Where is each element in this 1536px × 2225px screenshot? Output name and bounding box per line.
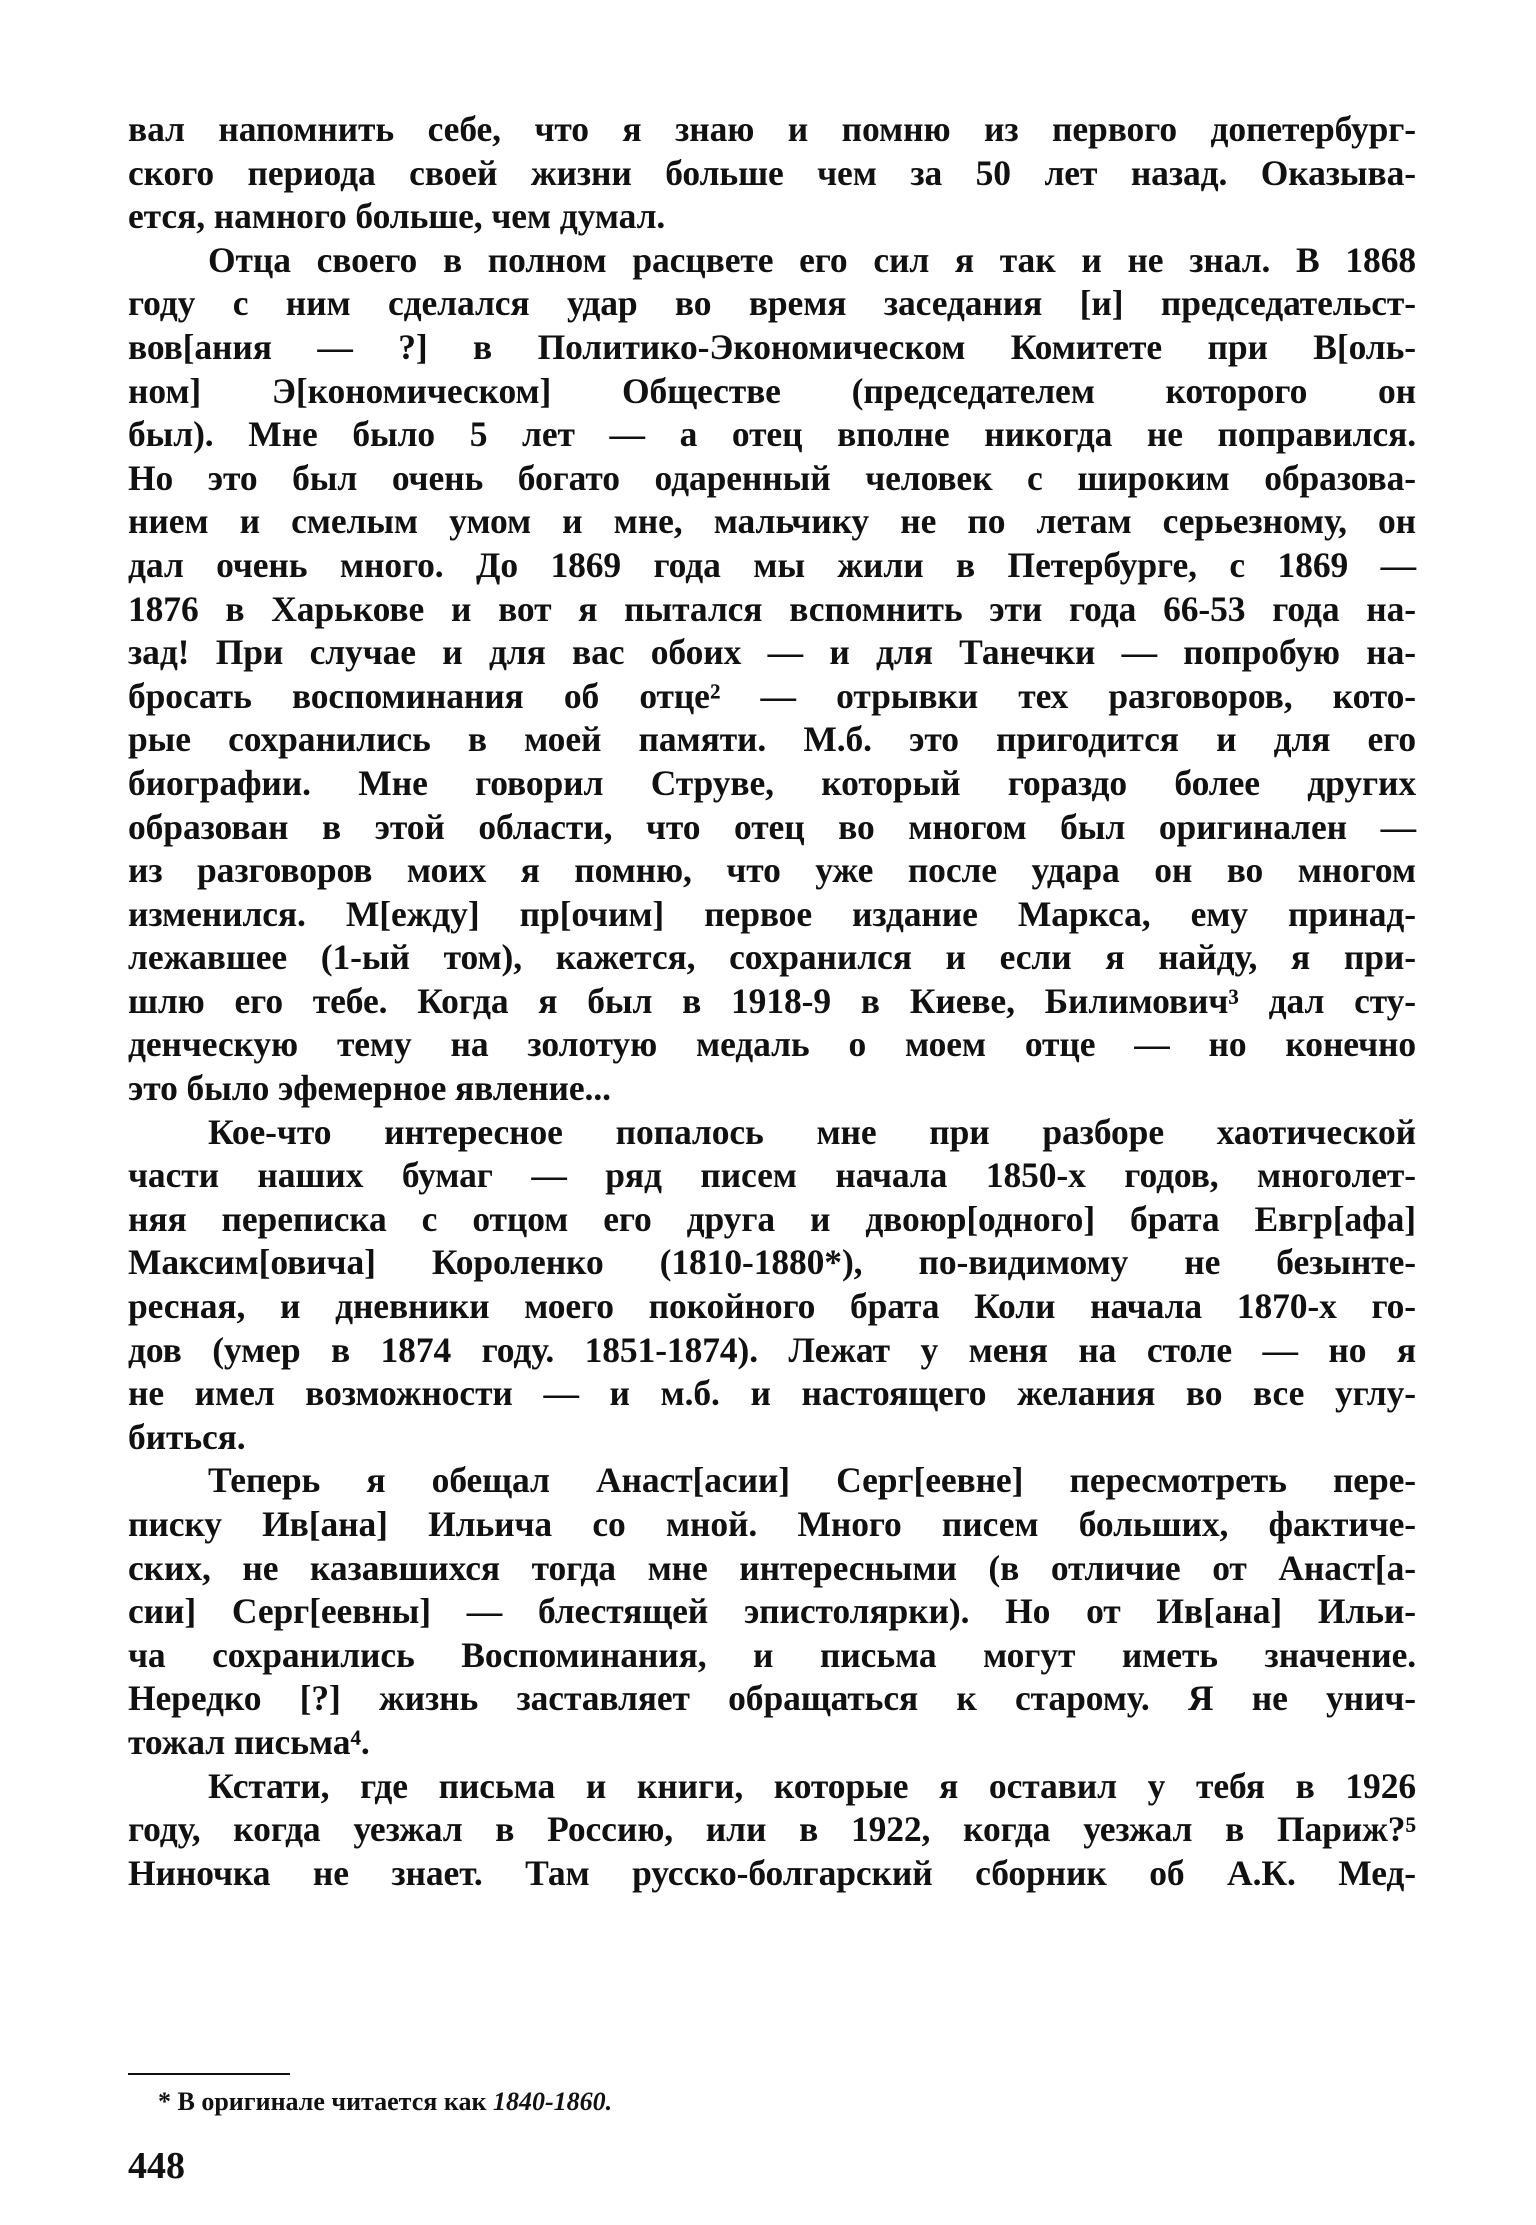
text-line: биографии. Мне говорил Струве, который гораздо более других	[128, 762, 1416, 803]
text-line: ча сохранились Воспоминания, и письма могут иметь значение.	[128, 1634, 1416, 1675]
footnote	[158, 2085, 1258, 2119]
text-line: вал напомнить себе, что я знаю и помню из первого допетербург-	[128, 109, 1416, 149]
text-line: из разговоров моих я помню, что уже после удара он во многом	[128, 850, 1416, 891]
paragraph-start-line: Кое-что интересное попалось мне при разборе хаотической	[208, 1111, 1416, 1152]
text-line: году с ним сделался удар во время заседания [и] председательст-	[128, 283, 1416, 324]
text-line: биться.	[128, 1416, 246, 1457]
text-line: образован в этой области, что отец во многом был оригинален —	[128, 806, 1416, 847]
page-number: 448	[128, 2145, 185, 2187]
text-line: ского периода своей жизни больше чем за 50 лет назад. Оказыва-	[128, 152, 1416, 193]
text-line: няя переписка с отцом его друга и двоюр[одного] брата Евгр[афа]	[128, 1198, 1416, 1239]
text-line: изменился. М[ежду] пр[очим] первое издание Маркса, ему принад-	[128, 893, 1416, 934]
body-text	[128, 108, 1416, 1895]
text-line: бросать воспоминания об отце² — отрывки тех разговоров, кото-	[128, 675, 1416, 716]
text-line: рые сохранились в моей памяти. М.б. это пригодится и для его	[128, 719, 1416, 760]
text-line: ется, намного больше, чем думал.	[128, 196, 666, 237]
text-line: не имел возможности — и м.б. и настоящего желания во все углу-	[128, 1373, 1416, 1414]
footnote-divider	[128, 2073, 290, 2075]
text-line: ном] Э[кономическом] Обществе (председателем которого он	[128, 370, 1416, 411]
footnote-italic-text: 1840-1860.	[492, 2087, 613, 2116]
paragraph-start-line: Отца своего в полном расцвете его сил я так и не знал. В 1868	[208, 239, 1416, 280]
text-line: части наших бумаг — ряд писем начала 1850-х годов, многолет-	[128, 1155, 1416, 1196]
text-line: нием и смелым умом и мне, мальчику не по летам серьезному, он	[128, 501, 1416, 542]
text-line: тожал письма⁴.	[128, 1721, 370, 1762]
text-line: ресная, и дневники моего покойного брата Коли начала 1870-х го-	[128, 1286, 1416, 1327]
text-line: году, когда уезжал в Россию, или в 1922, когда уезжал в Париж?⁵	[128, 1809, 1416, 1850]
text-line: лежавшее (1-ый том), кажется, сохранился и если я найду, я при-	[128, 937, 1416, 978]
text-line: 1876 в Харькове и вот я пытался вспомнить эти года 66-53 года на-	[128, 588, 1416, 629]
text-line: зад! При случае и для вас обоих — и для Танечки — попробую на-	[128, 632, 1416, 673]
text-line: писку Ив[ана] Ильича со мной. Много писем больших, фактиче-	[128, 1504, 1416, 1544]
text-line: был). Мне было 5 лет — а отец вполне никогда не поправился.	[128, 414, 1416, 455]
footnote-marker: *	[158, 2087, 171, 2116]
text-line: сии] Серг[еевны] — блестящей эпистолярки). Но от Ив[ана] Ильи-	[128, 1591, 1416, 1632]
footnote-text: В оригинале читается как	[177, 2087, 487, 2116]
text-line: Ниночка не знает. Там русско-болгарский сборник об А.К. Мед-	[128, 1852, 1416, 1893]
text-line: дов (умер в 1874 году. 1851-1874). Лежат у меня на столе — но я	[128, 1329, 1416, 1370]
text-line: дал очень много. До 1869 года мы жили в Петербурге, с 1869 —	[128, 544, 1416, 585]
text-line: это было эфемерное явление...	[128, 1068, 611, 1109]
text-line: Нередко [?] жизнь заставляет обращаться к старому. Я не унич-	[128, 1678, 1416, 1719]
text-line: денческую тему на золотую медаль о моем отце — но конечно	[128, 1024, 1416, 1065]
text-line: шлю его тебе. Когда я был в 1918-9 в Киеве, Билимович³ дал сту-	[128, 980, 1416, 1021]
text-line: Но это был очень богато одаренный человек с широким образова-	[128, 457, 1416, 498]
text-line: Максим[овича] Короленко (1810-1880*), по-видимому не безынте-	[128, 1242, 1416, 1283]
paragraph-start-line: Кстати, где письма и книги, которые я оставил у тебя в 1926	[208, 1765, 1416, 1806]
text-line: ских, не казавшихся тогда мне интересными (в отличие от Анаст[а-	[128, 1547, 1416, 1588]
paragraph-start-line: Теперь я обещал Анаст[асии] Серг[еевне] пересмотреть пере-	[208, 1460, 1416, 1501]
text-line: вов[ания — ?] в Политико-Экономическом Комитете при В[оль-	[128, 326, 1416, 367]
